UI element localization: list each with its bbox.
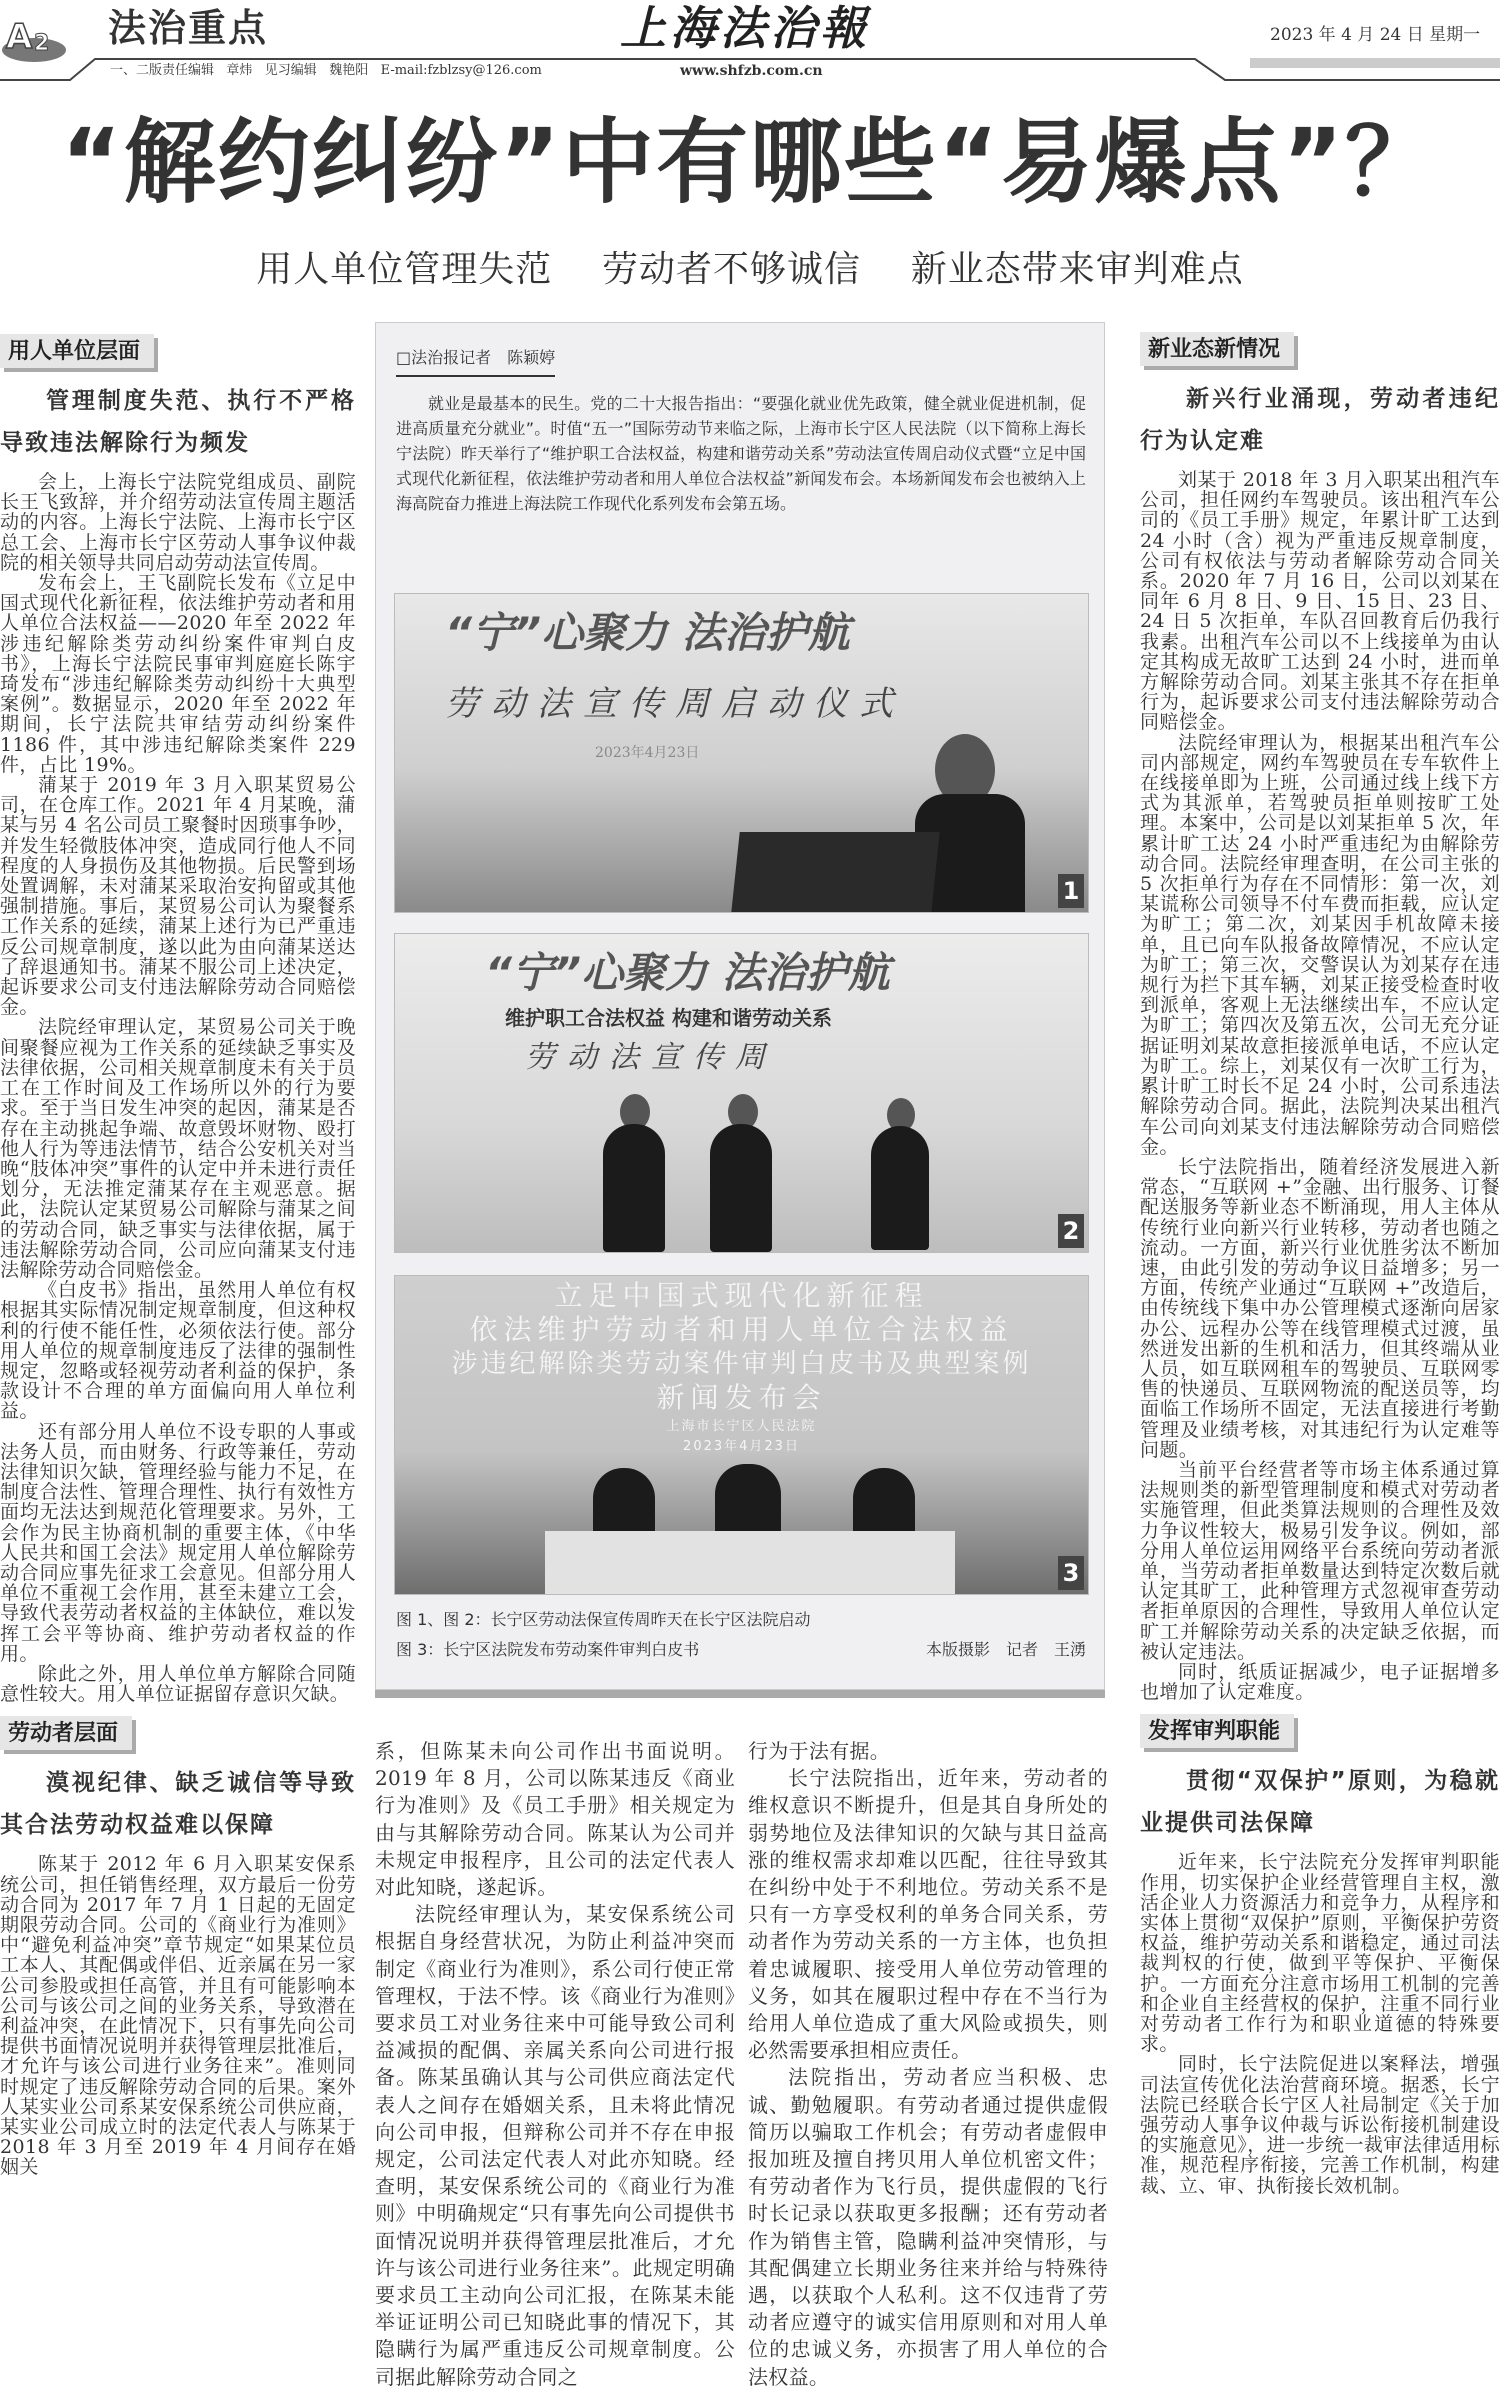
- photo-banner-text: 维护职工合法权益 构建和谐劳动关系: [505, 1006, 832, 1030]
- caption-line: 图 3：长宁区法院发布劳动案件审判白皮书: [396, 1640, 700, 1659]
- paragraph: 会上，上海长宁法院党组成员、副院长王飞致辞，并介绍劳动法宣传周主题活动的内容。上海长宁法院、上海市长宁区总工会、上海市长宁区劳动人事争议仲裁院的相关领导共同启动劳动法宣传周。: [0, 471, 356, 574]
- paragraph: 发布会上，王飞副院长发布《立足中国式现代化新征程，依法维护劳动者和用人单位合法权益——2020 年至 2022 年涉违纪解除类劳动纠纷案件审判白皮书》，上海长宁法院民事审判庭庭长陈宇琦发布“涉违纪解除类劳动纠纷十大典型案例”。数据显示，2020 年至 2022 年期间，长宁法院共审结劳动纠纷案件 1186 件，其中涉违纪解除类案件 229 件，占比 19%。: [0, 572, 356, 776]
- subheading: 新兴行业涌现，劳动者违纪行为认定难: [1140, 386, 1500, 454]
- photo-banner-text: 上海市长宁区人民法院: [666, 1419, 817, 1434]
- right-column: [1140, 330, 1500, 2196]
- subheading: 管理制度失范、执行不严格导致违法解除行为频发: [0, 388, 356, 456]
- photo-banner-text: 立足中国式现代化新征程: [554, 1279, 929, 1312]
- paragraph: 当前平台经营者等市场主体系通过算法规则类的新型管理制度和模式对劳动者实施管理，但此类算法规则的合理性及效力争议性较大，极易引发争议。例如，部分用人单位运用网络平台系统向劳动者派单，当劳动者拒单数量达到特定次数后就认定其旷工，此种管理方式忽视审查劳动者拒单原因的合理性，导致用人单位认定旷工并解除劳动关系的决定缺乏依据，而被认定违法。: [1140, 1458, 1500, 1663]
- paragraph: 法院指出，劳动者应当积极、忠诚、勤勉履职。有劳动者通过提供虚假简历以骗取工作机会；有劳动者虚假申报加班及擅自拷贝用人单位机密文件；有劳动者作为飞行员，提供虚假的飞行时长记录以获取更多报酬；还有劳动者作为销售主管，隐瞒利益冲突情形，与其配偶建立长期业务往来并给与特殊待遇，以获取个人私利。这不仅违背了劳动者应遵守的诚实信用原则和对用人单位的忠诚义务，亦损害了用人单位的合法权益。: [748, 2065, 1108, 2389]
- photo-caption: [396, 1605, 1086, 1665]
- photo-banner-text: 2023年4月23日: [595, 745, 700, 761]
- website-url[interactable]: www.shfzb.com.cn: [680, 63, 823, 79]
- podium: [730, 832, 939, 913]
- paragraph: 长宁法院指出，随着经济发展进入新常态，“互联网 +”金融、出行服务、订餐配送服务等新业态不断涌现，用人主体从传统行业向新兴行业转移，劳动者也随之流动。一方面，新兴行业优胜劣汰不断加速，由此引发的劳动争议日益增多；另一方面，传统产业通过“互联网 +”改造后，由传统线下集中办公管理模式逐渐向居家办公、远程办公等在线管理模式过渡，虽然迸发出新的生机和活力，但其终端从业人员，如互联网租车的驾驶员、互联网零售的快递员、互联网物流的配送员等，均面临工作场所不固定，无法直接进行考勤管理及业绩考核，对其违纪行为认定难等问题。: [1140, 1155, 1500, 1461]
- desk: [545, 1531, 955, 1595]
- issue-date: 2023 年 4 月 24 日 星期一: [1270, 25, 1481, 45]
- paragraph: 《白皮书》指出，虽然用人单位有权根据其实际情况制定规章制度，但这种权利的行使不能任性，必须依法行使。部分用人单位的规章制度违反了法律的强制性规定，忽略或轻视劳动者利益的保护，条款设计不合理的单方面偏向用人单位利益。: [0, 1279, 356, 1423]
- headline: “解约纠纷”中有哪些“易爆点”？: [61, 109, 1439, 216]
- photo-credit: 本版摄影 记者 王湧: [925, 1640, 1086, 1659]
- caption-line: 图 1、图 2：长宁区劳动法保宣传周昨天在长宁区法院启动: [396, 1610, 811, 1629]
- photo-banner-text: 涉违纪解除类劳动案件审判白皮书及典型案例: [451, 1349, 1032, 1379]
- paragraph: 同时，长宁法院促进以案释法，增强司法宣传优化法治营商环境。据悉，长宁法院已经联合长宁区人社局制定《关于加强劳动人事争议仲裁与诉讼衔接机制建设的实施意见》，进一步统一裁审法律适用标准，规范程序衔接，完善工作机制，构建裁、立、审、执衔接长效机制。: [1140, 2053, 1500, 2197]
- paragraph: 行为于法有据。: [748, 1739, 891, 1763]
- paragraph: 法院经审理认定，某贸易公司关于晚间聚餐应视为工作关系的延续缺乏事实及法律依据，公司相关规章制度未有关于员工在工作时间及工作场所以外的行为要求。至于当日发生冲突的起因，蒲某是否存在主动挑起争端、故意毁坏财物、殴打他人行为等违法情节，结合公安机关对当晚“肢体冲突”事件的认定中并未进行责任划分，无法推定蒲某存在主观恶意。据此，法院认定某贸易公司解除与蒲某之间的劳动合同，缺乏事实与法律依据，属于违法解除劳动合同，公司应向蒲某支付违法解除劳动合同赔偿金。: [0, 1016, 356, 1281]
- subheading: 贯彻“双保护”原则，为稳就业提供司法保障: [1140, 1768, 1500, 1837]
- paragraph: 陈某于 2012 年 6 月入职某安保系统公司，担任销售经理，双方最后一份劳动合同为 2017 年 7 月 1 日起的无固定期限劳动合同。公司的《商业行为准则》中“避免利益冲突”章节规定“如果某位员工本人、其配偶或伴侣、近亲属在另一家公司参股或担任高管，并且有可能影响本公司与该公司之间的业务关系，导致潜在利益冲突，在此情况下，只有事先向公司提供书面情况说明并获得管理层批准后，才允许与该公司进行业务往来”。准则同时规定了违反解除劳动合同的后果。案外人某实业公司系某安保系统公司供应商，某实业公司成立时的法定代表人与陈某于 2018 年 3 月至 2019 年 4 月间存在婚姻关: [0, 1853, 356, 2179]
- photo-1: [394, 593, 1089, 913]
- subheading: 漠视纪律、缺乏诚信等导致其合法劳动权益难以保障: [0, 1770, 356, 1839]
- byline: □法治报记者 陈颖婷: [396, 347, 555, 377]
- paragraph: 法院经审理认为，某安保系统公司根据自身经营状况，为防止利益冲突而制定《商业行为准则》，系公司行使正常管理权，于法不悖。该《商业行为准则》要求员工对业务往来中可能导致公司利益减损的配偶、亲属关系向公司进行报备。陈某虽确认其与公司供应商法定代表人之间存在婚姻关系，且未将此情况向公司申报，但辩称公司并不存在申报规定，公司法定代表人对此亦知晓。经查明，某安保系统公司的《商业行为准则》中明确规定“只有事先向公司提供书面情况说明并获得管理层批准后，才允许与该公司进行业务往来”。此规定明确要求员工主动向公司汇报，在陈某未能举证证明公司已知晓此事的情况下，其隐瞒行为属严重违反公司规章制度。公司据此解除劳动合同之: [375, 1902, 735, 2389]
- paragraph: 刘某于 2018 年 3 月入职某出租汽车公司，担任网约车驾驶员。该出租汽车公司的《员工手册》规定，年累计旷工达到 24 小时（含）视为严重违反规章制度，公司有权依法与劳动者解除劳动合同关系。2020 年 7 月 16 日，公司以刘某在同年 6 月 8 日、9 日、15 日、23 日、24 日 5 次拒单，车队召回教育后仍我行我素。出租汽车公司以不上线接单为由认定其构成无故旷工达到 24 小时，进而单方解除劳动合同。刘某主张其不存在拒单行为，起诉要求公司支付违法解除劳动合同赔偿金。: [1140, 469, 1500, 734]
- subheadline: 用人单位管理失范 劳动者不够诚信 新业态带来审判难点: [256, 249, 1244, 290]
- photo-banner-text: 依法维护劳动者和用人单位合法权益: [469, 1313, 1014, 1346]
- photo-number: 2: [1058, 1214, 1084, 1248]
- svg-text:2: 2: [34, 31, 50, 56]
- paragraph: 同时，纸质证据减少，电子证据增多也增加了认定难度。: [1140, 1660, 1500, 1704]
- photo-3: [394, 1275, 1089, 1595]
- paragraph: 除此之外，用人单位单方解除合同随意性较大。用人单位证据留存意识欠缺。: [0, 1662, 356, 1706]
- paragraph: 长宁法院指出，近年来，劳动者的维权意识不断提升，但是其自身所处的弱势地位及法律知识的欠缺与其日益高涨的维权需求却难以匹配，往往导致其在纠纷中处于不利地位。劳动关系不是只有一方享受权利的单务合同关系，劳动者作为劳动关系的一方主体，也负担着忠诚履职、接受用人单位劳动管理的义务，如其在履职过程中存在不当行为给用人单位造成了重大风险或损失，则必然需要承担相应责任。: [748, 1766, 1108, 2063]
- paragraph: 近年来，长宁法院充分发挥审判职能作用，切实保护企业经营管理自主权，激活企业人力资源活力和竞争力，从程序和实体上贯彻“双保护”原则，平衡保护劳资权益，维护劳动关系和谐稳定，通过司法裁判权的行使，做到平等保护、平衡保护。一方面充分注意市场用工机制的完善和企业自主经营权的保护，注重不同行业对劳动者工作行为和职业道德的特殊要求。: [1140, 1851, 1500, 2056]
- photo-number: 1: [1058, 874, 1084, 908]
- newspaper-logo: 上海法治報: [620, 1, 870, 55]
- section-label: 用人单位层面: [0, 334, 154, 368]
- page-badge-text: A: [6, 17, 33, 57]
- photo-banner-text: “宁”心聚力 法治护航: [485, 948, 890, 997]
- paragraph: 系，但陈某未向公司作出书面说明。2019 年 8 月，公司以陈某违反《商业行为准则》及《员工手册》相关规定为由与其解除劳动合同。陈某认为公司并未规定申报程序，且公司的法定代表人对此知晓，遂起诉。: [375, 1739, 735, 1900]
- paragraph: 还有部分用人单位不设专职的人事或法务人员，而由财务、行政等兼任，劳动法律知识欠缺，管理经验与能力不足，在制度合法性、管理合理性、执行有效性方面均无法达到规范化管理要求。另外，工会作为民主协商机制的重要主体，《中华人民共和国工会法》规定用人单位解除劳动合同应事先征求工会意见。但部分用人单位不重视工会作用，甚至未建立工会，导致代表劳动者权益的主体缺位，难以发挥工会平等协商、维护劳动者权益的作用。: [0, 1420, 356, 1665]
- photo-number: 3: [1058, 1556, 1084, 1590]
- lead-paragraph: 就业是最基本的民生。党的二十大报告指出：“要强化就业优先政策，健全就业促进机制，促进高质量充分就业”。时值“五一”国际劳动节来临之际，上海市长宁区人民法院（以下简称上海长宁法院）昨天举行了“维护职工合法权益，构建和谐劳动关系”劳动法宣传周启动仪式暨“立足中国式现代化新征程，依法维护劳动者和用人单位合法权益”新闻发布会。本场新闻发布会也被纳入上海高院奋力推进上海法院工作现代化系列发布会第五场。: [396, 394, 1086, 513]
- photo-banner-text: 2023年4月23日: [683, 1439, 800, 1454]
- section-label: 劳动者层面: [0, 1716, 132, 1750]
- lead-box: [375, 322, 1105, 1690]
- bottom-column-1: [375, 1738, 735, 2391]
- section-title: 法治重点: [108, 6, 269, 50]
- photo-banner-text: 劳动法宣传周启动仪式: [445, 684, 905, 724]
- photo-banner-text: 劳动法宣传周: [525, 1040, 777, 1075]
- section-label: 新业态新情况: [1140, 332, 1294, 366]
- paragraph: 法院经审理认为，根据某出租汽车公司内部规定，网约车驾驶员在专车软件上在线接单即为上班，公司通过线上线下方式为其派单，若驾驶员拒单则按旷工处理。本案中，公司是以刘某拒单 5 次，年累计旷工达 24 小时严重违纪为由解除劳动合同。法院经审理查明，在公司主张的 5 次拒单行为存在不同情形：第一次，刘某谎称公司领导不付车费而拒载，应认定为旷工；第二次，刘某因手机故障未接单，且已向车队报备故障情况，不应认定为旷工；第三次，交警误认为刘某存在违规行为拦下其车辆，刘某正接受检查时收到派单，客观上无法继续出车，不应认定为旷工；第四次及第五次，公司无充分证据证明刘某故意拒接派单电话，不应认定为旷工。综上，刘某仅有一次旷工行为，累计旷工时长不足 24 小时，公司系违法解除劳动合同。据此，法院判决某出租汽车公司向刘某支付违法解除劳动合同赔偿金。: [1140, 731, 1500, 1158]
- section-label: 发挥审判职能: [1140, 1714, 1294, 1748]
- editors-line: 一、二版责任编辑 章炜 见习编辑 魏艳阳 E-mail:fzblzsy@126.com: [110, 63, 542, 78]
- bottom-column-2: [748, 1738, 1108, 2391]
- paragraph: 蒲某于 2019 年 3 月入职某贸易公司，在仓库工作。2021 年 4 月某晚，蒲某与另 4 名公司员工聚餐时因琐事争吵，并发生轻微肢体冲突，造成同行他人不同程度的人身损伤及其他物损。后民警到场处置调解，未对蒲某采取治安拘留或其他强制措施。事后，某贸易公司认为聚餐系工作关系的延续，蒲某上述行为已严重违反公司规章制度，遂以此为由向蒲某送达了辞退通知书。蒲某不服公司上述决定，起诉要求公司支付违法解除劳动合同赔偿金。: [0, 774, 356, 1019]
- photo-2: [394, 933, 1089, 1253]
- photo-banner-text: “宁”心聚力 法治护航: [445, 608, 850, 657]
- photo-banner-text: 新闻发布会: [656, 1381, 827, 1414]
- left-column: [0, 332, 356, 2178]
